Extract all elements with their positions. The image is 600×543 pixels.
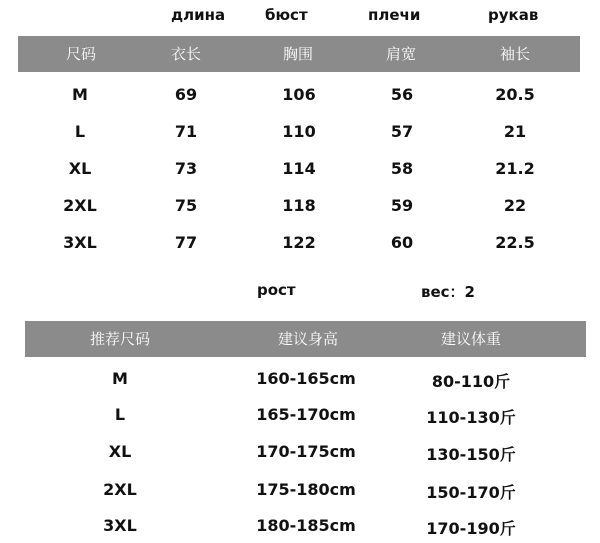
header-suggested-height: 建议身高	[277, 330, 339, 348]
cell-length: 77	[174, 233, 198, 252]
cell-height: 170-175cm	[256, 442, 356, 461]
cell-size: XL	[108, 442, 132, 461]
header-recommended-size: 推荐尺码	[89, 330, 151, 348]
cell-length: 69	[174, 85, 198, 104]
cell-size: M	[112, 369, 128, 388]
cell-bust: 110	[282, 122, 316, 141]
cell-bust: 118	[282, 196, 316, 215]
header-shoulder: 肩宽	[385, 45, 417, 63]
cell-length: 75	[174, 196, 198, 215]
cell-shoulder: 59	[390, 196, 414, 215]
cell-shoulder: 60	[390, 233, 414, 252]
ru-label-sleeve: рукав	[488, 6, 539, 24]
size-table-header	[18, 36, 580, 72]
cell-size: 2XL	[63, 196, 97, 215]
ru-label-height: рост	[257, 281, 296, 299]
cell-sleeve: 21	[503, 122, 527, 141]
header-suggested-weight: 建议体重	[440, 330, 502, 348]
cell-size: 3XL	[103, 516, 137, 535]
ru-label-shoulders: плечи	[368, 6, 421, 24]
cell-weight: 80-110斤	[431, 372, 511, 391]
recommend-table-header	[25, 321, 586, 357]
cell-height: 160-165cm	[256, 369, 356, 388]
cell-shoulder: 57	[390, 122, 414, 141]
cell-height: 165-170cm	[256, 405, 356, 424]
cell-weight: 110-130斤	[426, 408, 516, 427]
cell-height: 175-180cm	[256, 480, 356, 499]
cell-size: XL	[68, 159, 92, 178]
header-length: 衣长	[170, 45, 202, 63]
cell-length: 71	[174, 122, 198, 141]
cell-weight: 130-150斤	[426, 445, 516, 464]
cell-sleeve: 21.2	[495, 159, 535, 178]
cell-bust: 106	[282, 85, 316, 104]
header-sleeve: 袖长	[499, 45, 531, 63]
cell-sleeve: 22	[503, 196, 527, 215]
cell-bust: 114	[282, 159, 316, 178]
cell-shoulder: 56	[390, 85, 414, 104]
cell-size: M	[72, 85, 88, 104]
cell-size: L	[114, 405, 126, 424]
cell-weight: 150-170斤	[426, 483, 516, 502]
cell-size: 2XL	[103, 480, 137, 499]
cell-shoulder: 58	[390, 159, 414, 178]
cell-sleeve: 20.5	[495, 85, 535, 104]
cell-length: 73	[174, 159, 198, 178]
cell-size: L	[74, 122, 86, 141]
header-bust: 胸围	[282, 45, 314, 63]
cell-size: 3XL	[63, 233, 97, 252]
cell-sleeve: 22.5	[495, 233, 535, 252]
ru-label-weight: вес：2	[421, 283, 475, 301]
cell-weight: 170-190斤	[426, 519, 516, 538]
ru-label-bust: бюст	[265, 6, 308, 24]
cell-bust: 122	[282, 233, 316, 252]
ru-label-length: длина	[171, 6, 226, 24]
cell-height: 180-185cm	[256, 516, 356, 535]
header-size: 尺码	[65, 45, 97, 63]
